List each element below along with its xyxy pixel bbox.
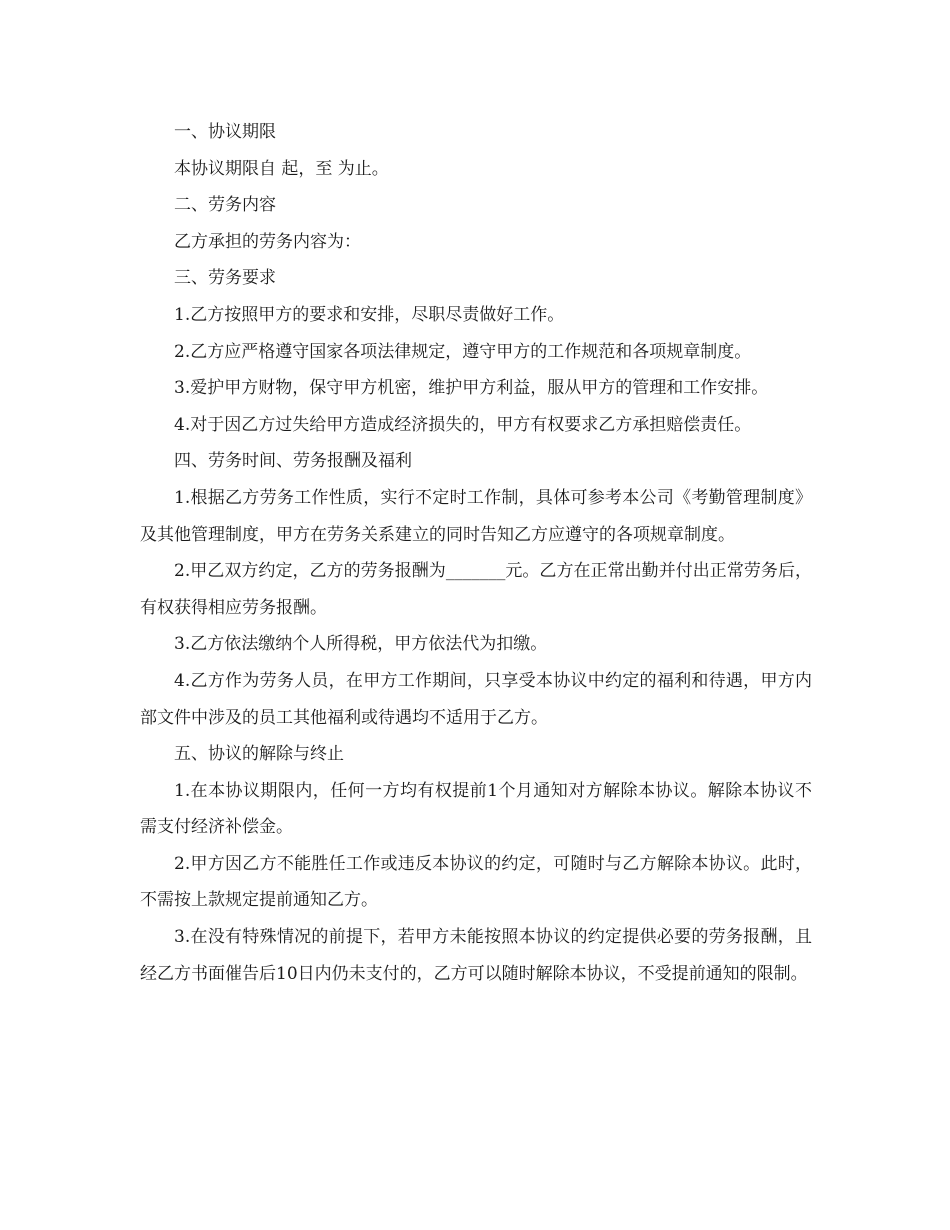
section-heading-termination: 五、协议的解除与终止 xyxy=(174,744,344,765)
section-heading-requirements: 三、劳务要求 xyxy=(174,268,276,289)
paragraph-time-pay-4: 4.乙方作为劳务人员，在甲方工作期间，只享受本协议中约定的福利和待遇，甲方内部文件中涉及的员工其他福利或待遇均不适用于乙方。 xyxy=(140,670,812,728)
paragraph-time-pay-2: 2.甲乙双方约定，乙方的劳务报酬为_______元。乙方在正常出勤并付出正常劳务后，有权获得相应劳务报酬。 xyxy=(140,561,812,618)
paragraph-requirement-1: 1.乙方按照甲方的要求和安排，尽职尽责做好工作。 xyxy=(174,304,565,325)
paragraph-time-pay-1: 1.根据乙方劳务工作性质，实行不定时工作制，具体可参考本公司《考勤管理制度》及其他管理制度，甲方在劳务关系建立的同时告知乙方应遵守的各项规章制度。 xyxy=(140,487,812,545)
paragraph-termination-3: 3.在没有特殊情况的前提下，若甲方未能按照本协议的约定提供必要的劳务报酬，且经乙方书面催告后10日内仍未支付的，乙方可以随时解除本协议，不受提前通知的限制。 xyxy=(140,927,812,984)
paragraph-time-pay-3: 3.乙方依法缴纳个人所得税，甲方依法代为扣缴。 xyxy=(174,634,548,655)
paragraph-termination-1: 1.在本协议期限内，任何一方均有权提前1个月通知对方解除本协议。解除本协议不需支付经济补偿金。 xyxy=(140,780,812,838)
section-heading-term: 一、协议期限 xyxy=(174,122,276,142)
paragraph-content: 乙方承担的劳务内容为： xyxy=(174,231,361,252)
paragraph-requirement-4: 4.对于因乙方过失给甲方造成经济损失的，甲方有权要求乙方承担赔偿责任。 xyxy=(174,414,752,435)
paragraph-requirement-2: 2.乙方应严格遵守国家各项法律规定，遵守甲方的工作规范和各项规章制度。 xyxy=(174,341,752,362)
section-heading-time-pay: 四、劳务时间、劳务报酬及福利 xyxy=(174,451,412,472)
document-page xyxy=(140,114,812,992)
paragraph-termination-2: 2.甲方因乙方不能胜任工作或违反本协议的约定，可随时与乙方解除本协议。此时，不需按上款规定提前通知乙方。 xyxy=(140,853,812,911)
paragraph-term: 本协议期限自 起，至 为止。 xyxy=(174,158,389,179)
section-heading-content: 二、劳务内容 xyxy=(174,195,276,216)
paragraph-requirement-3: 3.爱护甲方财物，保守甲方机密，维护甲方利益，服从甲方的管理和工作安排。 xyxy=(174,378,769,399)
